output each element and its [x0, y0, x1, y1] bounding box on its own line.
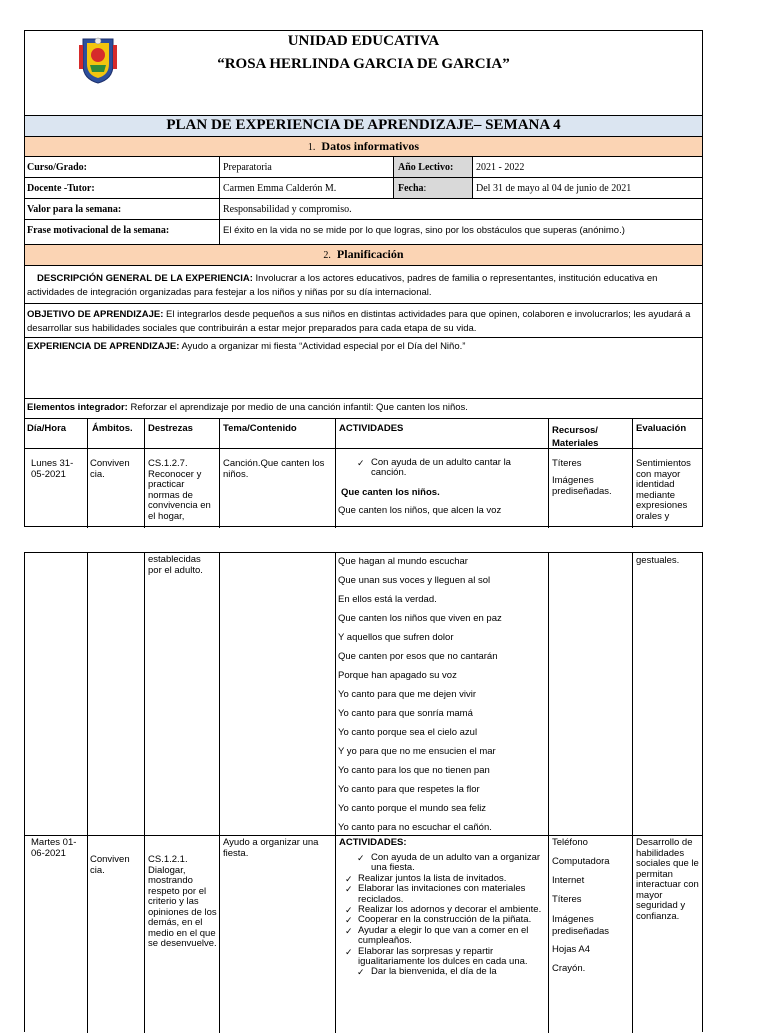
docente-label: Docente -Tutor:	[27, 183, 95, 194]
martes-actividad	[337, 967, 547, 977]
checkmark-icon: ✓	[345, 925, 353, 936]
objetivo-body: El integrarlos desde pequeños a sus niños en distintas actividades para que opinen, colaboren e involucrarlos; les ayudará a desarrollar sus habilidades sociales que contribuirán a estar mejor preparados para cada etapa de su vida.	[27, 309, 691, 334]
lunes-tema: Canción.Que canten los niños.	[223, 458, 325, 480]
song-line: Yo canto para los que no tienen pan	[338, 765, 490, 776]
lunes-evaluacion-part1: Sentimientos con mayor identidad mediante expresiones orales y	[636, 458, 691, 522]
song-line: Y aquellos que sufren dolor	[338, 632, 454, 643]
th-actividades: ACTIVIDADES	[339, 423, 404, 434]
martes-recurso: Imágenes prediseñadas	[552, 914, 610, 937]
section2-number: 2.	[323, 250, 331, 261]
martes-ambito: Conviven cia.	[90, 854, 130, 876]
martes-evaluacion: Desarrollo de habilidades sociales que le permitan interactuar con mayor seguridad y confianza.	[636, 837, 699, 922]
descripcion-text	[27, 272, 699, 300]
curso-value: Preparatoria	[223, 162, 272, 173]
section2-title: Planificación	[336, 247, 404, 261]
martes-actividad-text: Dar la bienvenida, el día de la	[371, 966, 497, 978]
martes-actividad-text: Elaborar las invitaciones con materiales reciclados.	[358, 883, 526, 905]
song-line: Yo canto para que respetes la flor	[338, 784, 480, 795]
section1-title: Datos informativos	[321, 139, 420, 153]
anio-label: Año Lectivo:	[398, 162, 454, 173]
lunes-destreza-part1: CS.1.2.7. Reconocer y practicar normas de convivencia en el hogar,	[148, 458, 211, 522]
martes-actividad-text: Realizar los adornos y decorar el ambiente.	[358, 904, 542, 916]
martes-actividad-text: Cooperar en la construcción de la piñata.	[358, 914, 532, 926]
checkmark-icon: ✓	[357, 853, 365, 863]
martes-recurso: Hojas A4	[552, 944, 591, 955]
song-line: Yo canto porque sea el cielo azul	[338, 727, 478, 738]
martes-actividades-title: ACTIVIDADES:	[339, 837, 407, 848]
song-line: Yo canto porque el mundo sea feliz	[338, 803, 487, 814]
martes-dia: Martes 01-06-2021	[31, 837, 77, 859]
page-1	[24, 30, 703, 527]
lunes-actividades	[337, 458, 547, 479]
fecha-label-text: Fecha	[398, 183, 424, 194]
martes-recurso: Crayón.	[552, 963, 586, 974]
lunes-actividad-intro	[337, 458, 547, 479]
frase-label: Frase motivacional de la semana:	[27, 225, 170, 236]
martes-actividad-text: Con ayuda de un adulto van a organizar una fiesta.	[371, 852, 541, 874]
objetivo-label: OBJETIVO DE APRENDIZAJE:	[27, 309, 164, 320]
valor-value: Responsabilidad y compromiso.	[223, 204, 352, 215]
descripcion-body: Involucrar a los actores educativos, padres de familia o representantes, institución educativa en actividades de integración organizadas para festejar a los niños y niñas por su día internacional.	[27, 273, 658, 298]
martes-actividad-text: Ayudar a elegir lo que van a comer en el cumpleaños.	[358, 924, 529, 947]
elementos-body: Reforzar el aprendizaje por medio de una canción infantil: Que canten los niños.	[127, 402, 468, 413]
school-name-line2: “ROSA HERLINDA GARCIA DE GARCIA”	[217, 56, 510, 72]
martes-actividad	[337, 926, 547, 947]
section1-number: 1.	[307, 142, 316, 153]
song-line: Que canten por esos que no cantarán	[338, 651, 498, 662]
fecha-label	[398, 183, 426, 194]
th-destrezas: Destrezas	[148, 423, 193, 434]
song-line: Yo canto para no escuchar el cañón.	[338, 822, 492, 833]
checkmark-icon: ✓	[345, 873, 353, 884]
martes-destreza: CS.1.2.1. Dialogar, mostrando respeto por el criterio y las opiniones de los demás, en el medio en el que se desenvuelve.	[148, 854, 217, 949]
checkmark-icon: ✓	[345, 915, 353, 926]
experiencia-text	[27, 342, 699, 353]
martes-recurso: Internet	[552, 875, 585, 886]
martes-recurso: Títeres	[552, 894, 582, 905]
song-line: Que canten los niños que viven en paz	[338, 613, 502, 624]
th-recursos: Recursos/ Materiales	[552, 425, 599, 449]
experiencia-body: Ayudo a organizar mi fiesta “Actividad especial por el Día del Niño.”	[179, 341, 466, 352]
objetivo-text	[27, 308, 699, 336]
martes-actividad	[337, 947, 547, 968]
section1-heading	[25, 140, 702, 154]
elementos-text	[27, 403, 699, 414]
martes-recurso: Teléfono	[552, 837, 588, 848]
song-lyrics	[338, 556, 546, 836]
song-line: En ellos está la verdad.	[338, 594, 437, 605]
section2-heading	[25, 248, 702, 262]
frase-value: El éxito en la vida no se mide por lo que logras, sino por los obstáculos que superas (anónimo.)	[223, 225, 625, 236]
lunes-evaluacion-part2: gestuales.	[636, 555, 680, 566]
fecha-colon: :	[423, 183, 427, 194]
checkmark-icon: ✓	[357, 458, 365, 468]
song-line: Porque han apagado su voz	[338, 670, 457, 681]
curso-label: Curso/Grado:	[27, 162, 87, 173]
th-dia: Día/Hora	[27, 423, 67, 434]
plan-title: PLAN DE EXPERIENCIA DE APRENDIZAJE– SEMANA 4	[166, 117, 561, 133]
martes-actividad-text: Realizar juntos la lista de invitados.	[358, 872, 507, 884]
martes-tema: Ayudo a organizar una fiesta.	[223, 837, 319, 859]
martes-recurso: Computadora	[552, 856, 610, 867]
song-line-first: Que canten los niños, que alcen la voz	[338, 505, 502, 516]
docente-value: Carmen Emma Calderón M.	[223, 183, 337, 194]
school-name-line1: UNIDAD EDUCATIVA	[287, 33, 440, 49]
checkmark-icon: ✓	[345, 946, 353, 957]
descripcion-label: DESCRIPCIÓN GENERAL DE LA EXPERIENCIA:	[37, 273, 253, 284]
page-2	[24, 552, 703, 1032]
fecha-value: Del 31 de mayo al 04 de junio de 2021	[476, 183, 632, 194]
lunes-dia: Lunes 31-05-2021	[31, 458, 74, 480]
martes-actividades	[337, 853, 547, 978]
martes-actividad	[337, 884, 547, 905]
lunes-ambito: Conviven cia.	[90, 458, 130, 480]
lunes-recurso-2: Imágenes prediseñadas.	[552, 475, 612, 497]
lunes-actividad-intro-text: Con ayuda de un adulto cantar la canción.	[371, 457, 511, 479]
song-line: Que unan sus voces y lleguen al sol	[338, 575, 491, 586]
anio-value: 2021 - 2022	[476, 162, 525, 173]
song-line: Que hagan al mundo escuchar	[338, 556, 468, 567]
song-line: Y yo para que no me ensucien el mar	[338, 746, 496, 757]
song-title: Que canten los niños.	[341, 487, 440, 498]
lunes-destreza-part2: establecidas por el adulto.	[148, 554, 203, 576]
th-ambitos: Ámbitos.	[92, 423, 133, 434]
elementos-label: Elementos integrador:	[27, 402, 128, 413]
th-tema: Tema/Contenido	[223, 423, 297, 434]
lunes-recurso-1: Títeres	[552, 458, 582, 469]
checkmark-icon: ✓	[345, 884, 353, 895]
song-line: Yo canto para que sonría mamá	[338, 708, 473, 719]
song-line: Yo canto para que me dejen vivir	[338, 689, 477, 700]
th-evaluacion: Evaluación	[636, 423, 687, 434]
valor-label: Valor para la semana:	[27, 204, 122, 215]
martes-actividad-text: Elaborar las sorpresas y repartir igualitariamente los dulces en cada una.	[358, 945, 528, 968]
experiencia-label: EXPERIENCIA DE APRENDIZAJE:	[27, 341, 180, 352]
checkmark-icon: ✓	[357, 967, 365, 978]
checkmark-icon: ✓	[345, 905, 353, 916]
martes-actividad	[337, 853, 547, 874]
